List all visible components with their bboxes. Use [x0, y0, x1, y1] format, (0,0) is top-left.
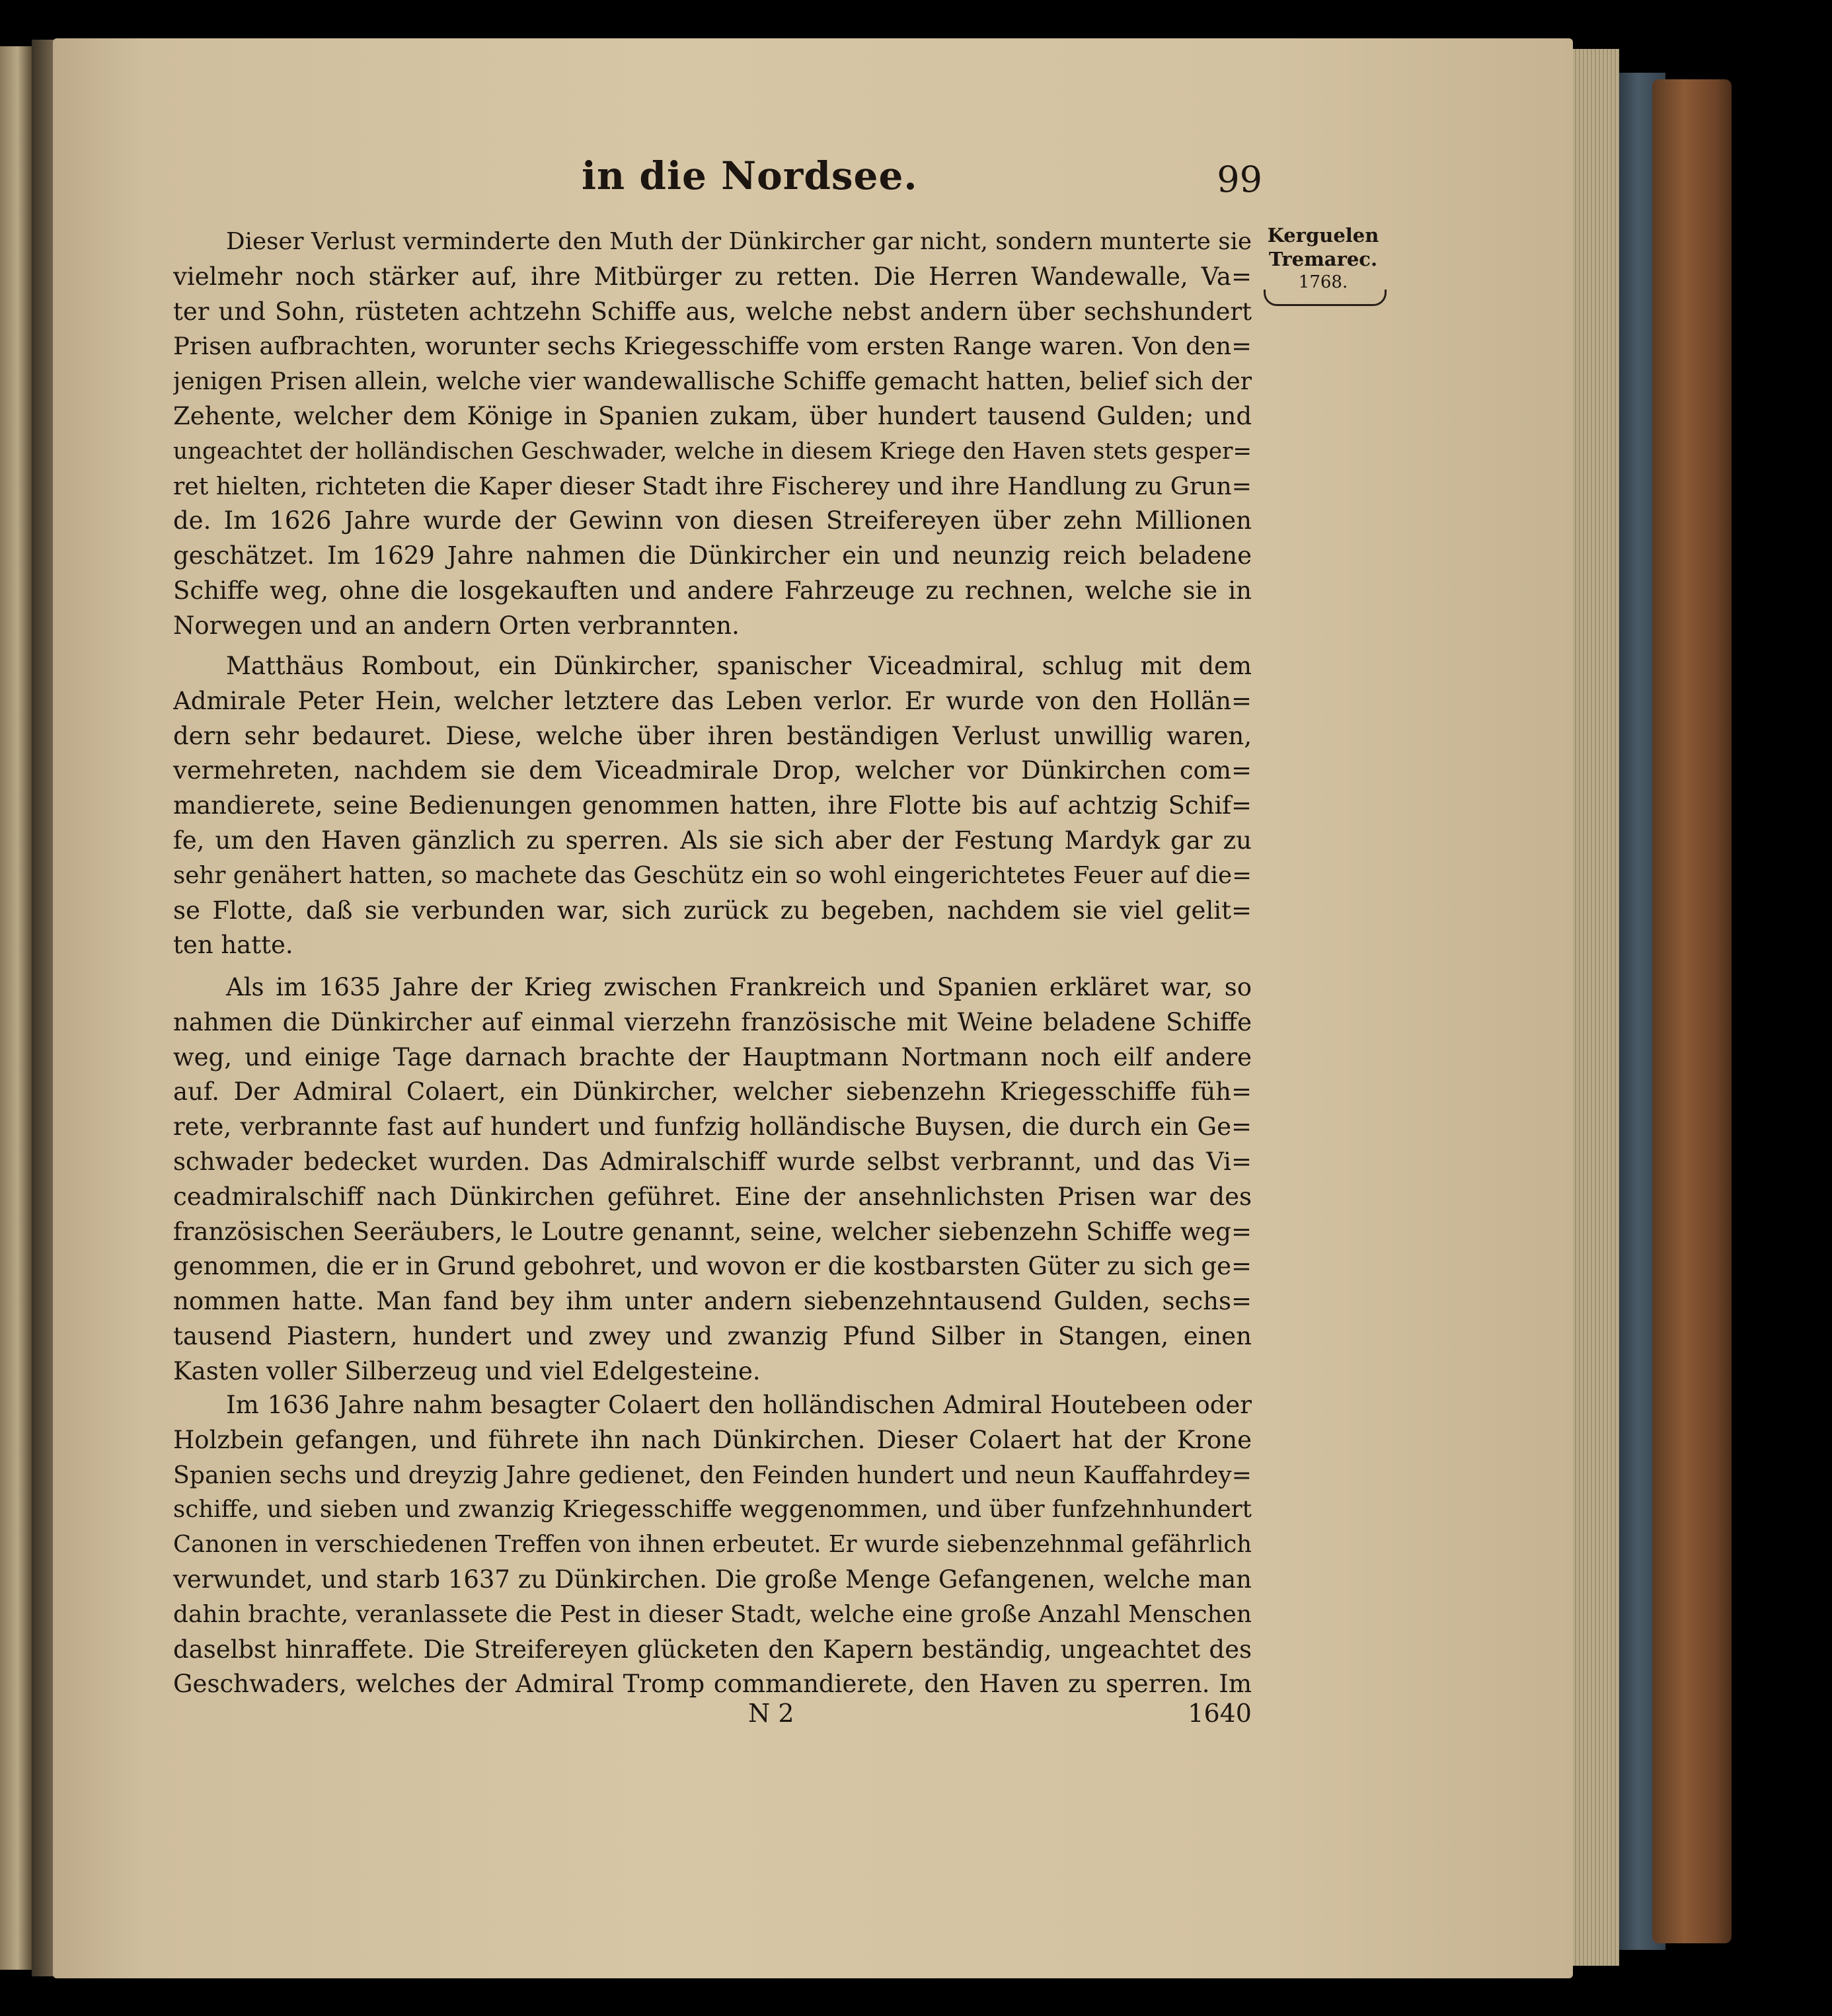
text-line: Zehente, welcher dem Könige in Spanien zukam, über hundert tausend Gulden; und — [173, 401, 1252, 430]
text-line: ungeachtet der holländischen Geschwader, welche in diesem Kriege den Haven stets gesper= — [173, 438, 1252, 465]
text-line: dern sehr bedauret. Diese, welche über ihren beständigen Verlust unwillig waren, — [173, 721, 1252, 750]
text-line: Matthäus Rombout, ein Dünkircher, spanischer Viceadmiral, schlug mit dem — [226, 652, 1252, 680]
margin-note-name-1: Kerguelen — [1267, 224, 1379, 247]
text-line: nommen hatte. Man fand bey ihm unter andern siebenzehntausend Gulden, sechs= — [173, 1287, 1252, 1316]
catchword: 1640 — [1188, 1699, 1252, 1728]
text-line: Als im 1635 Jahre der Krieg zwischen Frankreich und Spanien erkläret war, so — [226, 973, 1252, 1001]
text-line: Schiffe weg, ohne die losgekauften und andere Fahrzeuge zu rechnen, welche sie in — [173, 576, 1252, 605]
text-line: nahmen die Dünkircher auf einmal vierzehn französische mit Weine beladene Schiffe — [173, 1007, 1252, 1036]
paragraph-3 — [173, 970, 1252, 1389]
text-line: Norwegen und an andern Orten verbrannten. — [173, 611, 740, 640]
text-line: Spanien sechs und dreyzig Jahre gedienet, den Feinden hundert und neun Kauffahrdey= — [173, 1460, 1252, 1489]
text-line: se Flotte, daß sie verbunden war, sich zurück zu begeben, nachdem sie viel gelit= — [173, 896, 1252, 925]
text-line: verwundet, und starb 1637 zu Dünkirchen. Die große Menge Gefangenen, welche man — [173, 1565, 1252, 1594]
page-number: 99 — [1217, 159, 1262, 200]
page-footer — [173, 1699, 1252, 1738]
text-line: Im 1636 Jahre nahm besagter Colaert den holländischen Admiral Houtebeen oder — [226, 1391, 1252, 1419]
page-stack — [1573, 49, 1619, 1966]
paragraph-2 — [173, 649, 1252, 963]
text-line: Kasten voller Silberzeug und viel Edelgesteine. — [173, 1356, 761, 1385]
running-head: in die Nordsee. — [582, 153, 918, 198]
text-line: Holzbein gefangen, und führete ihn nach Dünkirchen. Dieser Colaert hat der Krone — [173, 1425, 1252, 1454]
text-line: geschätzet. Im 1629 Jahre nahmen die Dünkircher ein und neunzig reich beladene — [173, 541, 1252, 570]
facing-page-edge — [0, 46, 32, 1970]
text-line: Admirale Peter Hein, welcher letztere das Leben verlor. Er wurde von den Hollän= — [173, 686, 1252, 715]
paragraph-1 — [173, 225, 1252, 644]
text-line: schwader bedecket wurden. Das Admiralschiff wurde selbst verbrannt, und das Vi= — [173, 1147, 1252, 1176]
signature-mark: N 2 — [748, 1699, 794, 1728]
text-line: Prisen aufbrachten, worunter sechs Kriegesschiffe vom ersten Range waren. Von den= — [173, 332, 1252, 361]
text-line: weg, und einige Tage darnach brachte der Hauptmann Nortmann noch eilf andere — [173, 1042, 1252, 1071]
text-line: ceadmiralschiff nach Dünkirchen geführet. Eine der ansehnlichsten Prisen war des — [173, 1182, 1252, 1211]
text-line: Canonen in verschiedenen Treffen von ihnen erbeutet. Er wurde siebenzehnmal gefährlich — [173, 1531, 1252, 1559]
text-line: vielmehr noch stärker auf, ihre Mitbürger zu retten. Die Herren Wandewalle, Va= — [173, 262, 1252, 291]
text-line: daselbst hinraffete. Die Streifereyen glücketen den Kapern beständig, ungeachtet des — [173, 1635, 1252, 1664]
margin-note-year: 1768. — [1298, 272, 1348, 292]
text-line: fe, um den Haven gänzlich zu sperren. Als sie sich aber der Festung Mardyk gar zu — [173, 826, 1252, 855]
text-line: ten hatte. — [173, 931, 293, 960]
paragraph-4 — [173, 1388, 1252, 1702]
text-line: dahin brachte, veranlassete die Pest in dieser Stadt, welche eine große Anzahl Menschen — [173, 1600, 1252, 1628]
margin-note — [1264, 223, 1383, 306]
text-line: ter und Sohn, rüsteten achtzehn Schiffe aus, welche nebst andern über sechshundert — [173, 297, 1252, 326]
text-line: mandierete, seine Bedienungen genommen hatten, ihre Flotte bis auf achtzig Schif= — [173, 791, 1252, 820]
text-line: Dieser Verlust verminderte den Muth der Dünkircher gar nicht, sondern munterte sie — [226, 228, 1252, 255]
text-line: Geschwaders, welches der Admiral Tromp commandierete, den Haven zu sperren. Im — [173, 1670, 1252, 1699]
margin-note-name-2: Tremarec. — [1268, 248, 1378, 270]
text-line: schiffe, und sieben und zwanzig Kriegesschiffe weggenommen, und über funfzehnhundert — [173, 1496, 1252, 1524]
text-line: vermehreten, nachdem sie dem Viceadmirale Drop, welcher vor Dünkirchen com= — [173, 756, 1252, 785]
text-line: französischen Seeräubers, le Loutre genannt, seine, welcher siebenzehn Schiffe weg= — [173, 1217, 1252, 1246]
book-cover — [1652, 79, 1732, 1943]
text-line: tausend Piastern, hundert und zwey und zwanzig Pfund Silber in Stangen, einen — [173, 1321, 1252, 1350]
text-line: rete, verbrannte fast auf hundert und funfzig holländische Buysen, die durch ein Ge= — [173, 1112, 1252, 1142]
text-line: genommen, die er in Grund gebohret, und wovon er die kostbarsten Güter zu sich ge= — [173, 1252, 1252, 1281]
text-line: jenigen Prisen allein, welche vier wandewallische Schiffe gemacht hatten, belief sich der — [173, 367, 1252, 396]
text-line: sehr genähert hatten, so machete das Geschütz ein so wohl eingerichtetes Feuer auf die= — [173, 861, 1252, 889]
text-line: auf. Der Admiral Colaert, ein Dünkircher, welcher siebenzehn Kriegesschiffe füh= — [173, 1077, 1252, 1106]
text-line: de. Im 1626 Jahre wurde der Gewinn von diesen Streifereyen über zehn Millionen — [173, 506, 1252, 535]
text-line: ret hielten, richteten die Kaper dieser Stadt ihre Fischerey und ihre Handlung zu Grun= — [173, 471, 1252, 500]
